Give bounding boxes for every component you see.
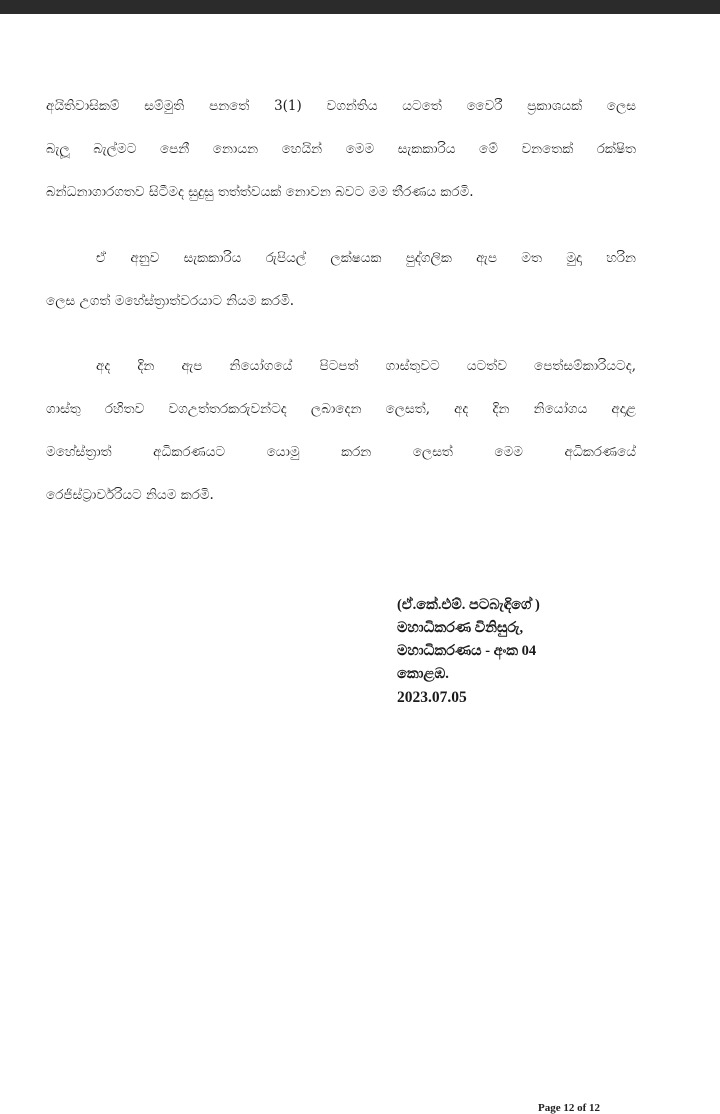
page-number-footer: Page 12 of 12 [538, 1102, 601, 1114]
signatory-title: මහාධිකරණ විනිසුරු, [397, 620, 524, 636]
top-dark-bar [0, 0, 720, 14]
paragraph-line: බැලූ බැල්මට පෙනී නොයන හෙයින් මෙම සැකකාරිය මේ වනතෙක් රක්ෂිත [46, 141, 636, 157]
paragraph-line: අයිතිවාසිකම් සම්මුති පනතේ 3(1) වගන්තිය යටතේ වෛරී ප්‍රකාශයක් ලෙස [46, 98, 636, 114]
paragraph-2 [46, 237, 636, 323]
paragraph-1 [46, 85, 636, 214]
paragraph-line: අද දින ඇප නියෝගයේ පිටපත් ගාස්තුවට යටත්ව පෙත්සම්කාරියටද, [96, 358, 636, 374]
court-city: කොළඹ. [397, 666, 449, 682]
paragraph-3 [46, 345, 636, 517]
paragraph-line: ලෙස උගත් මහේස්ත්‍රාත්වරයාට නියම කරමි. [46, 293, 295, 309]
signature-block [397, 594, 540, 709]
court-number: මහාධිකරණය - අංක 04 [397, 643, 537, 659]
paragraph-line: රෙජිස්ට්‍රාර්වරියට නියම කරමි. [46, 487, 214, 503]
signature-date: 2023.07.05 [397, 689, 467, 706]
signatory-name: (ඒ.කේ.එම්. පටබැඳිගේ ) [397, 597, 540, 613]
paragraph-line: මහේස්ත්‍රාත් අධිකරණයට යොමු කරන ලෙසත් මෙම අධිකරණයේ [46, 444, 636, 460]
document-page [0, 14, 720, 1114]
paragraph-line: බන්ධනාගාරගතව සිටීමද සුදුසු තත්ත්වයක් නොවන බවට මම තීරණය කරමි. [46, 184, 474, 200]
paragraph-line: ඒ අනුව සැකකාරිය රුපියල් ලක්ෂයක පුද්ගලික ඇප මත මුදා හරින [96, 250, 636, 266]
paragraph-line: ගාස්තු රහිතව වගඋත්තරකරුවන්ටද ලබාදෙන ලෙසත්, අද දින නියෝගය අදාළ [46, 401, 636, 417]
